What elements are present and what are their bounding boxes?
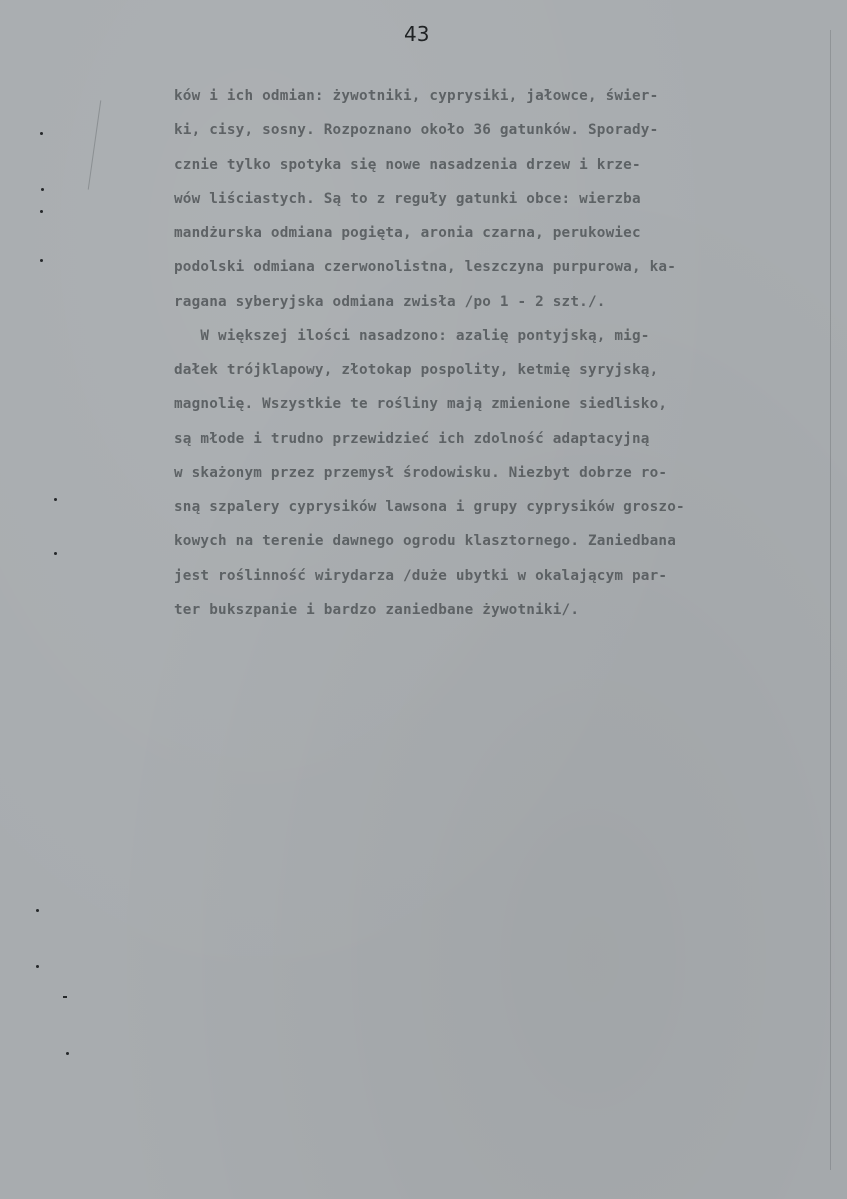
- text-line: podolski odmiana czerwonolistna, leszczyna purpurowa, ka-: [174, 259, 677, 275]
- scan-edge: [830, 30, 831, 1170]
- text-line: w skażonym przez przemysł środowisku. Niezbyt dobrze ro-: [174, 465, 668, 481]
- text-line: kowych na terenie dawnego ogrodu klasztornego. Zaniedbana: [174, 533, 677, 549]
- margin-mark: [66, 1052, 69, 1055]
- text-line: mandżurska odmiana pogięta, aronia czarna, perukowiec: [174, 225, 641, 241]
- margin-mark: [54, 498, 57, 501]
- page-number: 43: [404, 22, 430, 46]
- text-line: jest roślinność wirydarza /duże ubytki w okalającym par-: [174, 568, 668, 584]
- text-line: ków i ich odmian: żywotniki, cyprysiki, jałowce, świer-: [174, 88, 659, 104]
- text-line: wów liściastych. Są to z reguły gatunki obce: wierzba: [174, 191, 641, 207]
- margin-mark: [36, 909, 39, 912]
- scan-scratch: [88, 100, 102, 189]
- margin-mark: [41, 188, 44, 191]
- margin-mark: [40, 259, 43, 262]
- text-line: sną szpalery cyprysików lawsona i grupy cyprysików groszo-: [174, 499, 685, 515]
- text-line: cznie tylko spotyka się nowe nasadzenia drzew i krze-: [174, 157, 641, 173]
- margin-mark: [40, 210, 43, 213]
- margin-mark: [54, 552, 57, 555]
- text-line: ki, cisy, sosny. Rozpoznano około 36 gatunków. Sporady-: [174, 122, 659, 138]
- text-line: ragana syberyjska odmiana zwisła /po 1 - 2 szt./.: [174, 294, 606, 310]
- text-line: W większej ilości nasadzono: azalię pontyjską, mig-: [174, 328, 650, 344]
- text-line: dałek trójklapowy, złotokap pospolity, ketmię syryjską,: [174, 362, 659, 378]
- text-line: magnolię. Wszystkie te rośliny mają zmienione siedlisko,: [174, 396, 668, 412]
- margin-mark: [36, 965, 39, 968]
- text-line: są młode i trudno przewidzieć ich zdolność adaptacyjną: [174, 431, 650, 447]
- margin-mark: [63, 996, 67, 998]
- margin-mark: [40, 132, 43, 135]
- text-line: ter bukszpanie i bardzo zaniedbane żywotniki/.: [174, 602, 580, 618]
